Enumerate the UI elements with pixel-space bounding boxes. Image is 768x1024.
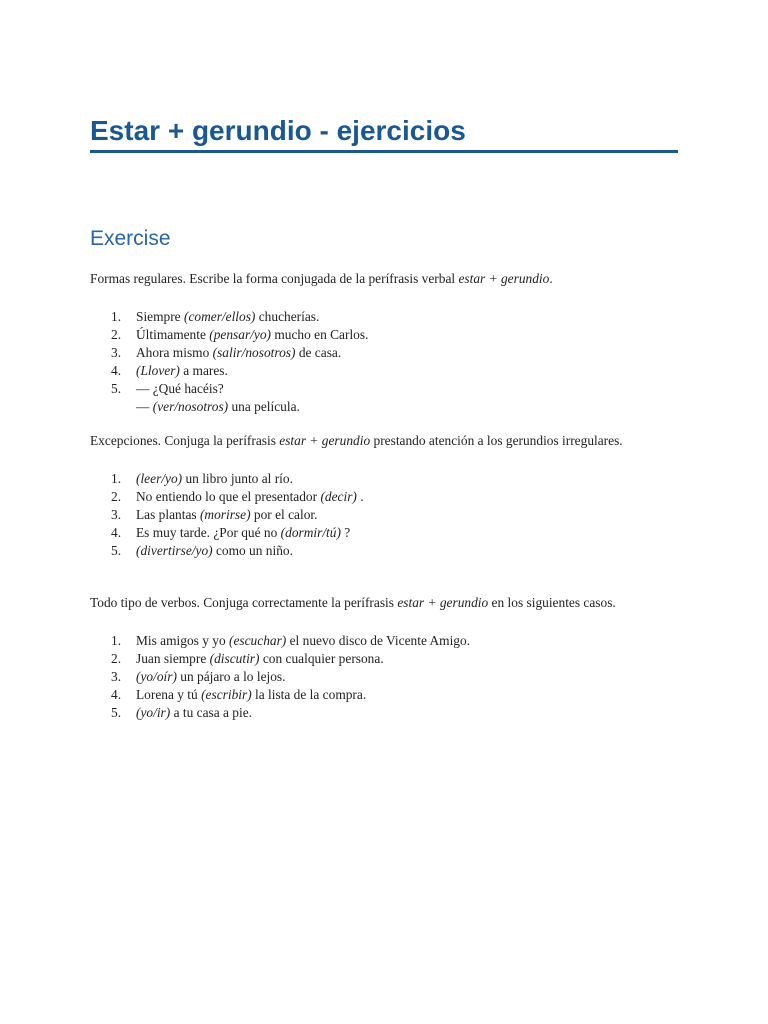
list-item <box>90 308 678 326</box>
exercise-exceptions <box>90 432 678 560</box>
verb-prompt: (divertirse/yo) <box>136 543 213 558</box>
section-heading: Exercise <box>90 227 171 250</box>
exercise-regular-forms <box>90 270 678 416</box>
list-item <box>90 488 678 506</box>
item-text: Las plantas <box>136 507 200 522</box>
item-number: 2. <box>111 489 122 504</box>
item-text: . <box>356 489 364 504</box>
list-item <box>90 344 678 362</box>
item-text: una película. <box>228 399 300 414</box>
item-text: Últimamente <box>136 327 210 342</box>
verb-prompt: (ver/nosotros) <box>152 399 229 414</box>
list-item <box>90 326 678 344</box>
verb-prompt: (yo/oír) <box>136 669 177 684</box>
verb-prompt: (comer/ellos) <box>183 309 256 324</box>
item-text: ? <box>340 525 351 540</box>
item-number: 5. <box>111 381 122 396</box>
exercise-list <box>90 308 678 416</box>
list-item <box>90 686 678 704</box>
item-text: Es muy tarde. ¿Por qué no <box>136 525 281 540</box>
list-item <box>90 524 678 542</box>
item-number: 4. <box>111 525 122 540</box>
item-text: mucho en Carlos. <box>271 327 369 342</box>
item-text: con cualquier persona. <box>259 651 384 666</box>
item-number: 5. <box>111 543 122 558</box>
list-item <box>90 506 678 524</box>
item-text: la lista de la compra. <box>251 687 367 702</box>
verb-prompt: (Llover) <box>136 363 180 378</box>
item-text: Mis amigos y yo <box>136 633 229 648</box>
instructions-text: en los siguientes casos. <box>488 595 616 610</box>
item-text: el nuevo disco de Vicente Amigo. <box>286 633 471 648</box>
verb-prompt: (escribir) <box>201 687 252 702</box>
item-text: a tu casa a pie. <box>170 705 253 720</box>
item-number: 4. <box>111 687 122 702</box>
item-continuation <box>136 398 678 416</box>
item-text: un libro junto al río. <box>182 471 293 486</box>
instructions-emphasis: estar + gerundio <box>279 433 371 448</box>
item-text: Ahora mismo <box>136 345 213 360</box>
verb-prompt: (morirse) <box>199 507 251 522</box>
verb-prompt: (dormir/tú) <box>280 525 341 540</box>
exercise-instructions <box>90 594 678 612</box>
item-number: 3. <box>111 507 122 522</box>
instructions-text: prestando atención a los gerundios irregulares. <box>370 433 623 448</box>
verb-prompt: (salir/nosotros) <box>212 345 296 360</box>
item-text: Lorena y tú <box>136 687 202 702</box>
exercise-instructions <box>90 270 678 288</box>
list-item <box>90 362 678 380</box>
page-title: Estar + gerundio - ejercicios <box>90 114 678 153</box>
list-item <box>90 380 678 416</box>
list-item <box>90 632 678 650</box>
instructions-text: Formas regulares. Escribe la forma conjugada de la perífrasis verbal <box>90 271 459 286</box>
item-text: como un niño. <box>212 543 293 558</box>
verb-prompt: (decir) <box>320 489 357 504</box>
instructions-text: Todo tipo de verbos. Conjuga correctamente la perífrasis <box>90 595 398 610</box>
item-text: chucherías. <box>255 309 320 324</box>
instructions-text: . <box>549 271 553 286</box>
exercise-all-verbs <box>90 594 678 722</box>
verb-prompt: (escuchar) <box>229 633 287 648</box>
item-number: 3. <box>111 345 122 360</box>
item-text: Juan siempre <box>136 651 210 666</box>
list-item <box>90 668 678 686</box>
exercise-instructions <box>90 432 678 450</box>
item-text: — <box>136 399 153 414</box>
item-number: 1. <box>111 471 122 486</box>
item-number: 3. <box>111 669 122 684</box>
verb-prompt: (yo/ir) <box>136 705 171 720</box>
instructions-text: Excepciones. Conjuga la perífrasis <box>90 433 280 448</box>
item-text: un pájaro a lo lejos. <box>176 669 286 684</box>
verb-prompt: (pensar/yo) <box>209 327 271 342</box>
list-item <box>90 704 678 722</box>
item-number: 5. <box>111 705 122 720</box>
list-item <box>90 470 678 488</box>
item-text: No entiendo lo que el presentador <box>136 489 321 504</box>
item-number: 2. <box>111 327 122 342</box>
exercise-list <box>90 470 678 560</box>
item-number: 4. <box>111 363 122 378</box>
item-text: — ¿Qué hacéis? <box>136 381 224 396</box>
item-text: de casa. <box>295 345 342 360</box>
item-text: a mares. <box>179 363 228 378</box>
verb-prompt: (discutir) <box>209 651 260 666</box>
item-text: por el calor. <box>250 507 318 522</box>
item-text: Siempre <box>136 309 184 324</box>
item-number: 1. <box>111 633 122 648</box>
exercise-list <box>90 632 678 722</box>
item-number: 1. <box>111 309 122 324</box>
verb-prompt: (leer/yo) <box>136 471 183 486</box>
instructions-emphasis: estar + gerundio <box>397 595 489 610</box>
instructions-emphasis: estar + gerundio <box>458 271 550 286</box>
list-item <box>90 542 678 560</box>
list-item <box>90 650 678 668</box>
item-number: 2. <box>111 651 122 666</box>
